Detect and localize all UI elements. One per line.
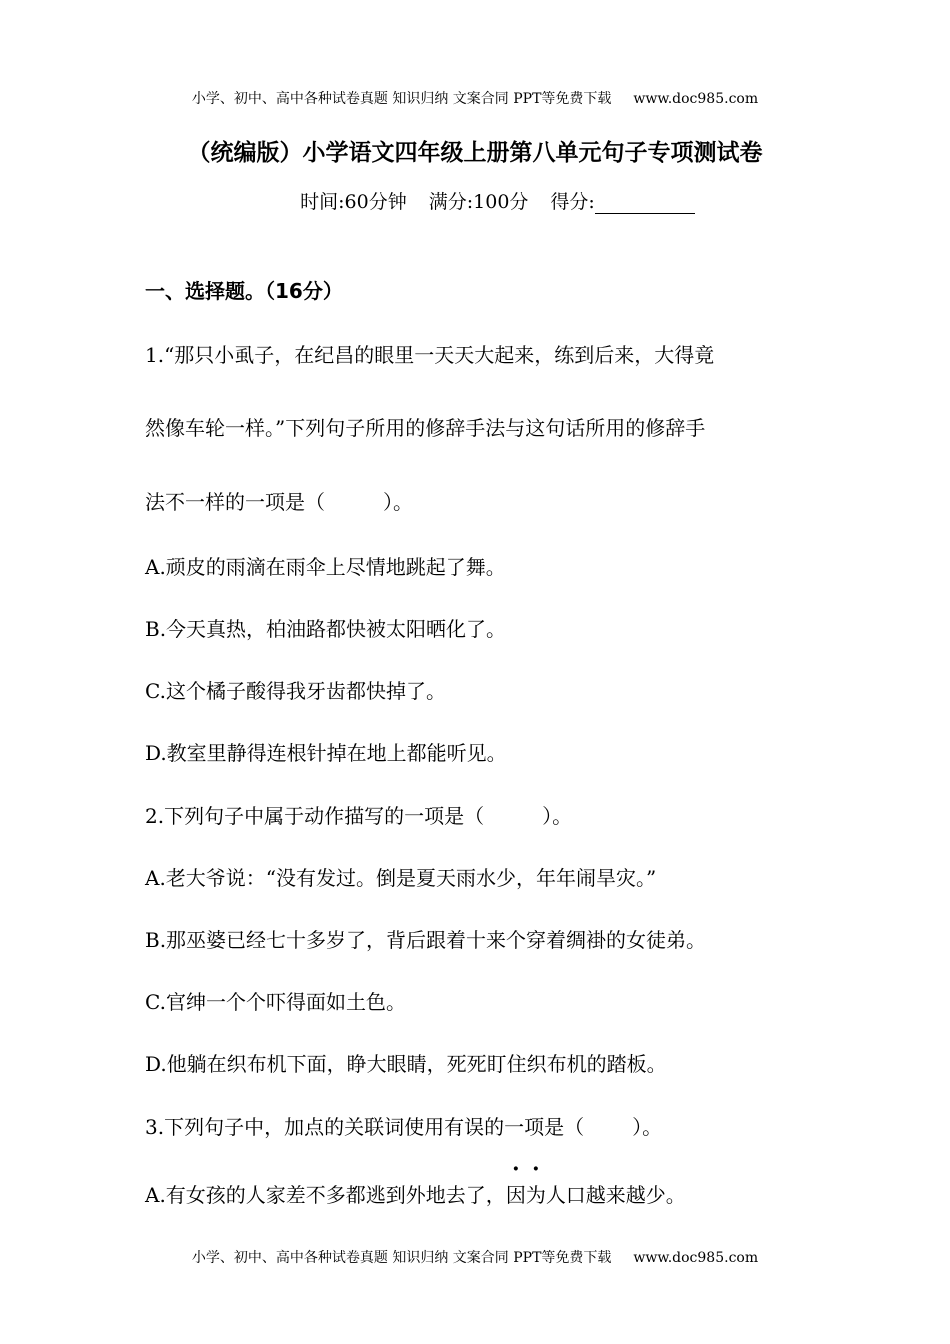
q2-stem-post: ）。	[542, 804, 573, 828]
q1-option-c: C.这个橘子酸得我牙齿都快掉了。	[145, 679, 446, 703]
q1-stem-line-2: 然像车轮一样。”下列句子所用的修辞手法与这句话所用的修辞手	[145, 416, 706, 440]
q2-option-a: A.老大爷说：“没有发过。倒是夏天雨水少，年年闹旱灾。”	[145, 866, 657, 890]
q1-option-d: D.教室里静得连根针掉在地上都能听见。	[145, 741, 507, 765]
q2-option-c: C.官绅一个个吓得面如土色。	[145, 990, 406, 1014]
q3-option-a-pre: A.有女孩的人家差不多都逃到外地去了，	[145, 1183, 506, 1207]
score-blank	[595, 195, 695, 214]
q1-stem-end-pre: 法不一样的一项是（	[145, 490, 325, 514]
q2-stem-pre: 2.下列句子中属于动作描写的一项是（	[145, 804, 485, 828]
q2-option-b: B.那巫婆已经七十多岁了，背后跟着十来个穿着绸褂的女徒弟。	[145, 928, 707, 952]
full-score-label: 满分:100分	[428, 191, 529, 213]
q1-stem-line-3	[145, 486, 413, 515]
q1-option-a: A.顽皮的雨滴在雨伞上尽情地跳起了舞。	[145, 555, 506, 579]
exam-meta	[0, 187, 950, 214]
page-footer	[0, 1247, 950, 1267]
q3-option-a	[145, 1179, 686, 1208]
page-header	[0, 88, 950, 108]
q2-option-d: D.他躺在织布机下面，睁大眼睛，死死盯住织布机的踏板。	[145, 1052, 667, 1076]
q1-option-b: B.今天真热，柏油路都快被太阳晒化了。	[145, 617, 507, 641]
header-site: www.doc985.com	[633, 91, 759, 107]
time-label: 时间:60分钟	[300, 191, 407, 213]
dotted-char: 为	[525, 1183, 546, 1207]
q3-stem	[145, 1111, 662, 1140]
footer-text: 小学、初中、高中各种试卷真题 知识归纳 文案合同 PPT等免费下载	[191, 1250, 612, 1266]
q2-stem	[145, 800, 572, 829]
section-title: 一、选择题。（16分）	[145, 279, 343, 303]
page-title: （统编版）小学语文四年级上册第八单元句子专项测试卷	[187, 140, 763, 166]
dotted-char: 因	[505, 1183, 526, 1207]
q1-stem-line-1: 1.“那只小虱子，在纪昌的眼里一天天大起来，练到后来，大得竟	[145, 343, 715, 367]
q1-stem-end-post: ）。	[383, 490, 413, 514]
header-text: 小学、初中、高中各种试卷真题 知识归纳 文案合同 PPT等免费下载	[191, 91, 612, 107]
q3-stem-post: ）。	[632, 1115, 663, 1139]
score-label: 得分:	[550, 191, 595, 213]
footer-site: www.doc985.com	[633, 1250, 759, 1266]
q3-option-a-post: 人口越来越少。	[545, 1183, 686, 1207]
q3-stem-pre: 3.下列句子中，加点的关联词使用有误的一项是（	[145, 1115, 585, 1139]
